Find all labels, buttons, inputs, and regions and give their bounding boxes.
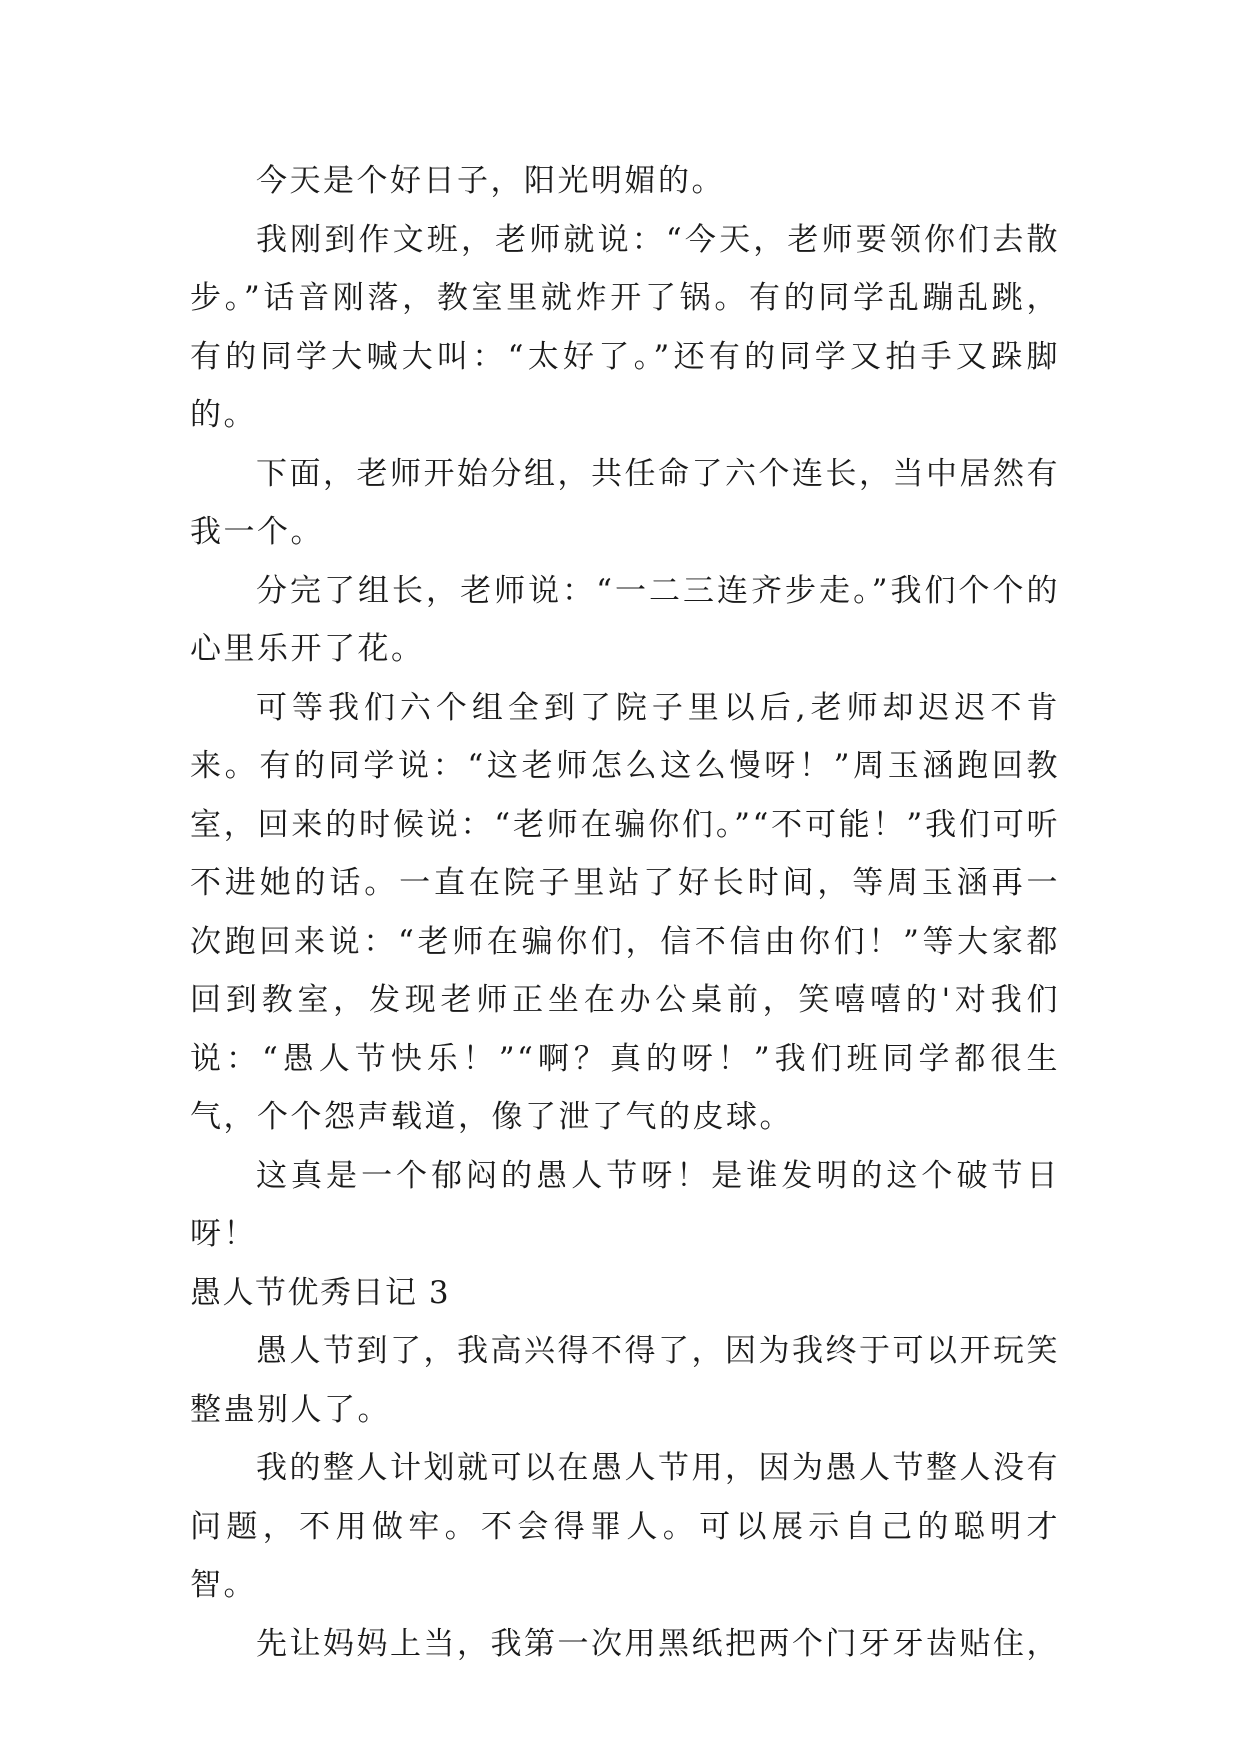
paragraph-5: 可等我们六个组全到了院子里以后,老师却迟迟不肯来。有的同学说：“这老师怎么这么慢呀！”周玉涵跑回教室，回来的时候说：“老师在骗你们。”“不可能！”我们可听不进她的话。一直在院子里站了好长时间，等周玉涵再一次跑回来说：“老师在骗你们，信不信由你们！”等大家都回到教室，发现老师正坐在办公桌前，笑嘻嘻的'对我们说：“愚人节快乐！”“啊？真的呀！”我们班同学都很生气，个个怨声载道，像了泄了气的皮球。 [190,689,1060,1135]
paragraph-4: 分完了组长，老师说：“一二三连齐步走。”我们个个的心里乐开了花。 [190,572,1060,667]
paragraph-8: 我的整人计划就可以在愚人节用，因为愚人节整人没有问题，不用做牢。不会得罪人。可以展示自己的聪明才智。 [190,1450,1060,1603]
paragraph-2: 我刚到作文班，老师就说：“今天，老师要领你们去散步。”话音刚落，教室里就炸开了锅。有的同学乱蹦乱跳，有的同学大喊大叫：“太好了。”还有的同学又拍手又跺脚的。 [190,221,1060,433]
paragraph-3: 下面，老师开始分组，共任命了六个连长，当中居然有我一个。 [190,455,1060,550]
paragraph-7: 愚人节到了，我高兴得不得了，因为我终于可以开玩笑整蛊别人了。 [190,1333,1060,1428]
document-body [190,152,1060,1673]
paragraph-1: 今天是个好日子，阳光明媚的。 [256,163,725,199]
paragraph-9: 先让妈妈上当，我第一次用黑纸把两个门牙牙齿贴住， [256,1625,1060,1662]
paragraph-6: 这真是一个郁闷的愚人节呀！是谁发明的这个破节日呀！ [190,1157,1060,1252]
section-heading: 愚人节优秀日记 3 [190,1274,451,1311]
